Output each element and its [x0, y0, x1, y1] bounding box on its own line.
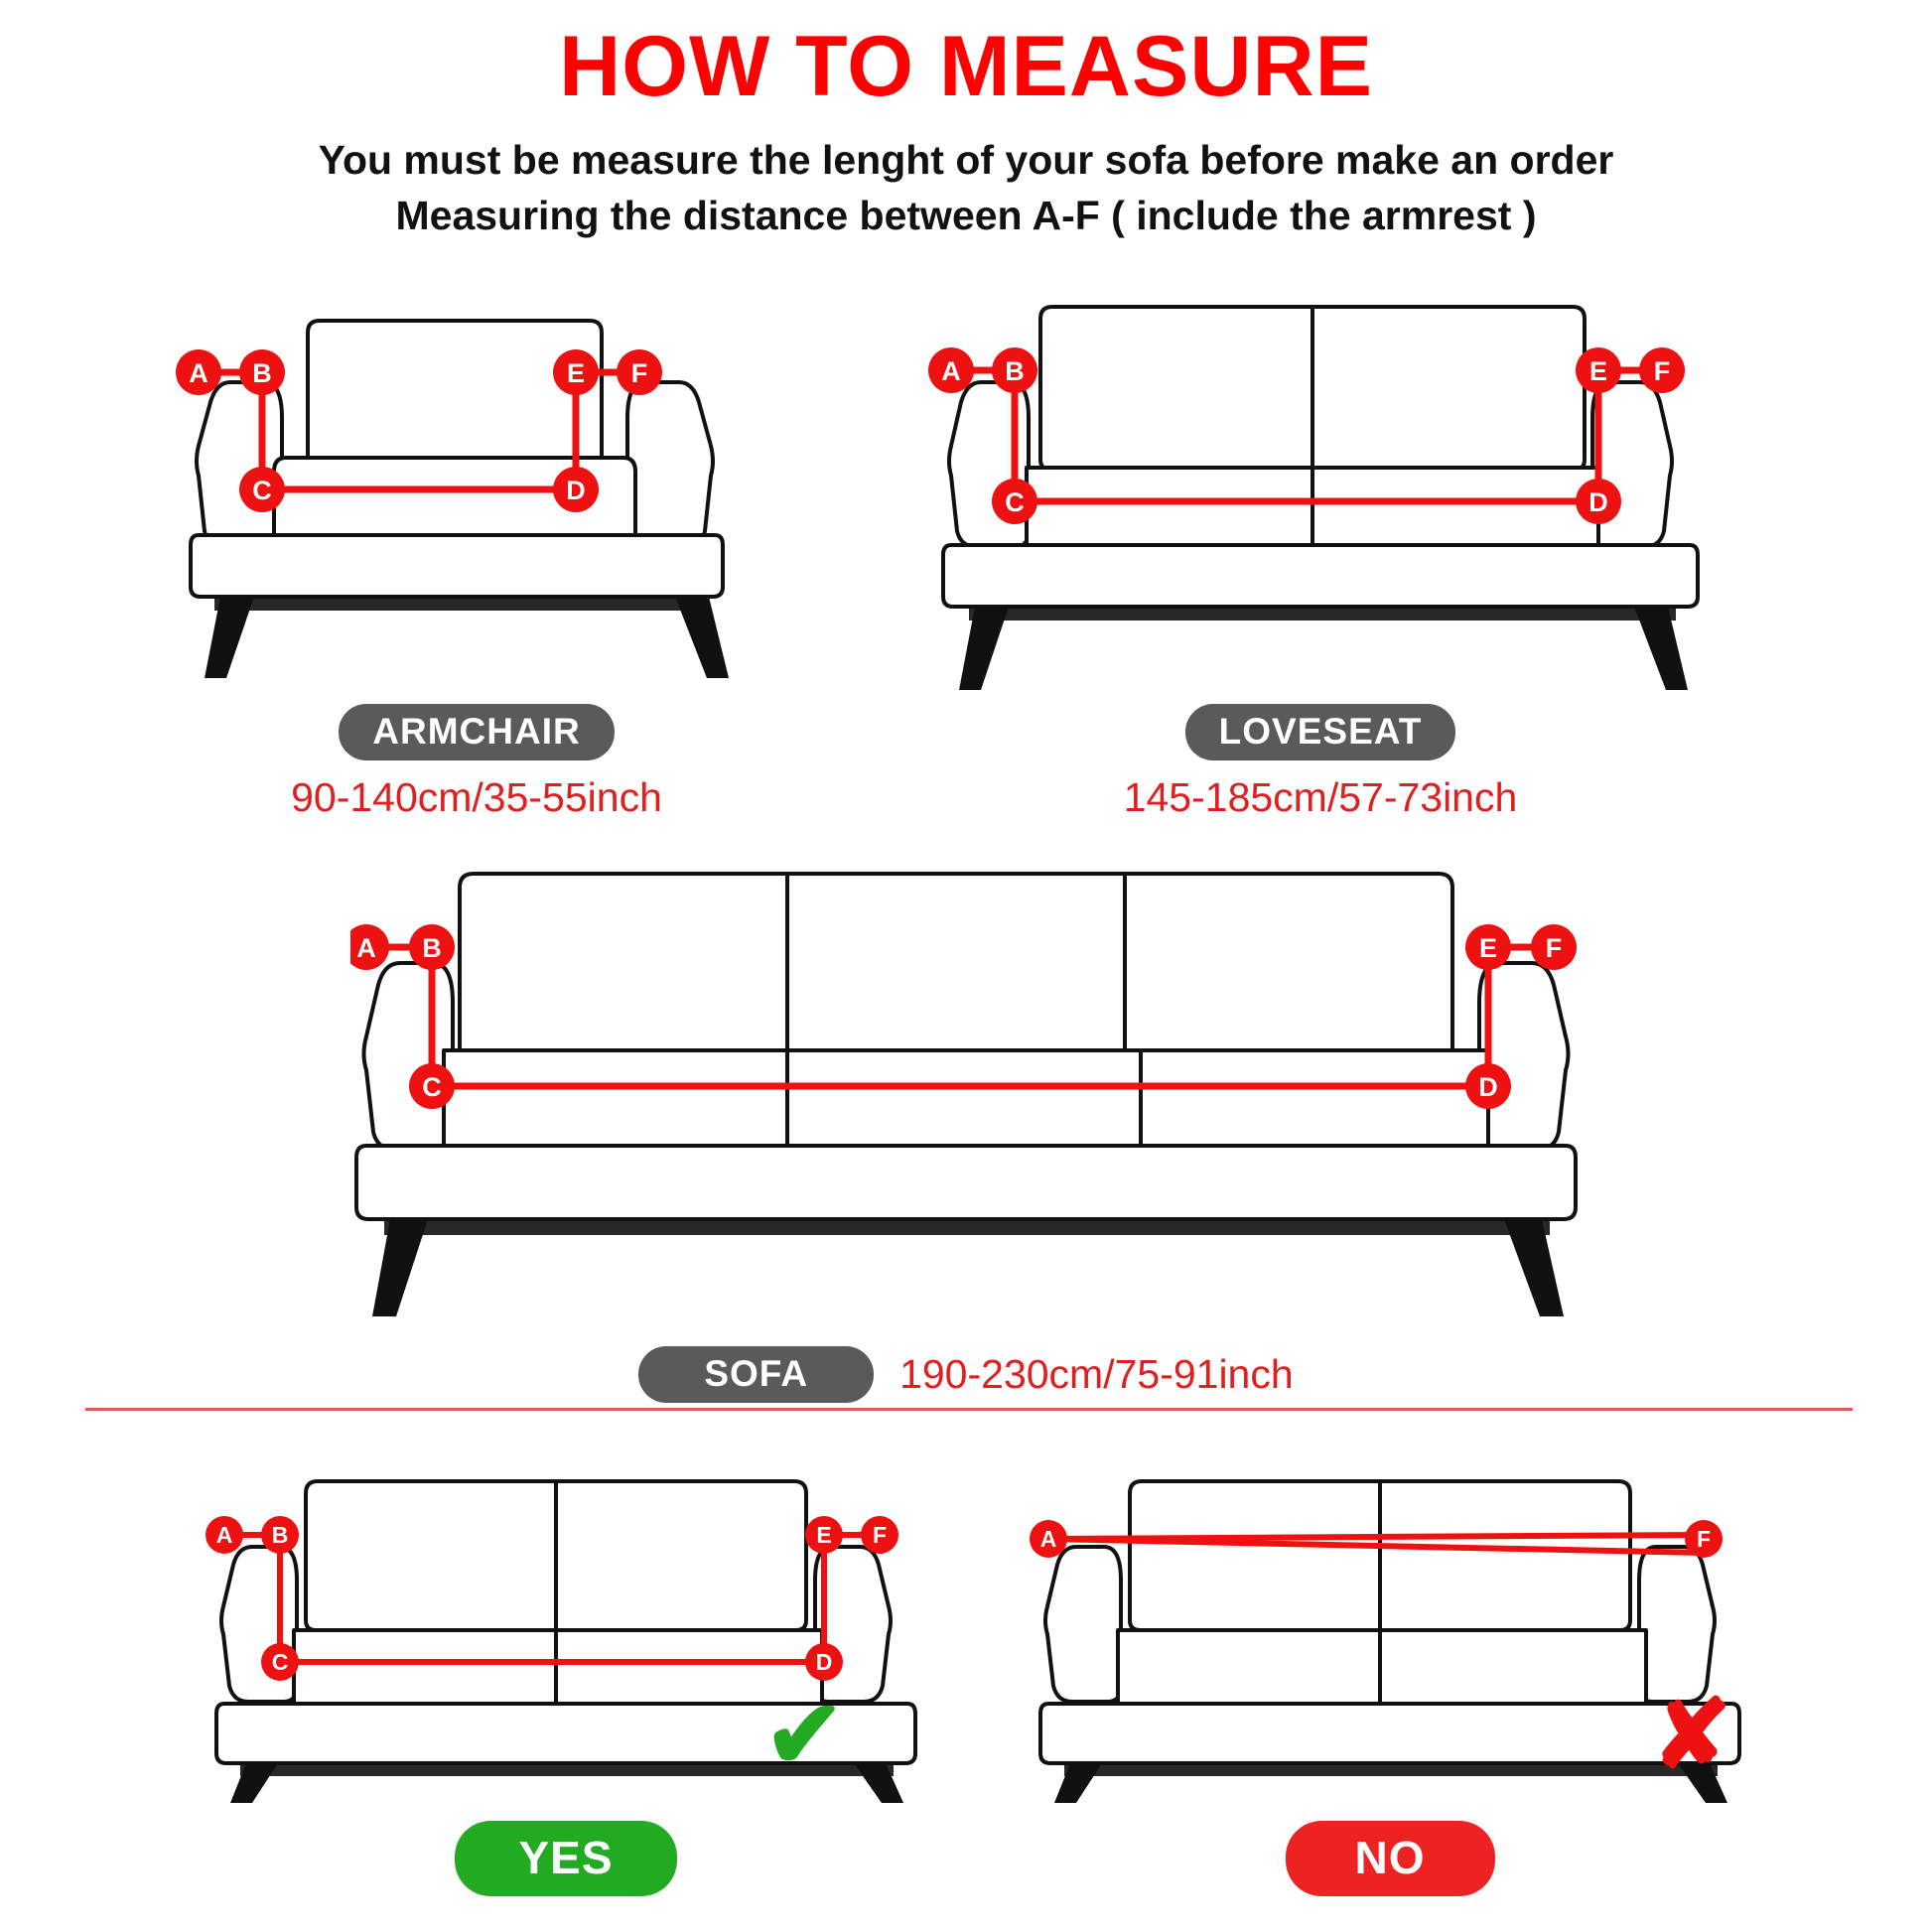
- label-no: NO: [1286, 1821, 1495, 1896]
- armchair-illustration: [159, 291, 794, 708]
- armchair-measure-overlay: [159, 291, 794, 708]
- measure-point-f: F: [1696, 1526, 1712, 1552]
- sofa-illustration: [350, 856, 1582, 1352]
- measure-point-d: D: [815, 1649, 833, 1675]
- diagram-sofa: [350, 856, 1582, 1403]
- measure-point-f: F: [872, 1522, 888, 1548]
- page-title: HOW TO MEASURE: [559, 19, 1373, 114]
- cross-icon: ✘: [1652, 1682, 1732, 1788]
- measure-point-d: D: [566, 475, 586, 505]
- label-loveseat: LOVESEAT: [1185, 704, 1456, 760]
- measure-point-b: B: [422, 933, 442, 963]
- measure-point-f: F: [1545, 933, 1563, 963]
- row-armchair-loveseat: [0, 291, 1932, 847]
- measure-point-c: C: [252, 475, 272, 505]
- measure-point-a: A: [356, 933, 376, 963]
- measure-point-a: A: [1039, 1526, 1057, 1552]
- measure-point-c: C: [422, 1072, 442, 1102]
- measure-point-b: B: [271, 1522, 289, 1548]
- diagram-loveseat: [923, 291, 1718, 821]
- section-divider: [85, 1408, 1853, 1411]
- label-armchair: ARMCHAIR: [339, 704, 614, 760]
- instruction-line-1: You must be measure the lenght of your sofa before make an order: [318, 137, 1614, 184]
- measure-point-e: E: [1478, 933, 1498, 963]
- measure-point-e: E: [1588, 355, 1608, 386]
- correct-illustration: [199, 1467, 933, 1805]
- measure-point-e: E: [816, 1522, 832, 1548]
- measure-point-a: A: [215, 1522, 233, 1548]
- measure-point-f: F: [630, 357, 648, 388]
- measure-point-a: A: [189, 357, 208, 388]
- measure-point-a: A: [941, 355, 961, 386]
- loveseat-measure-overlay: [923, 291, 1718, 708]
- label-yes: YES: [455, 1821, 676, 1896]
- incorrect-illustration: [1023, 1467, 1757, 1805]
- measure-point-f: F: [1653, 355, 1671, 386]
- example-incorrect: [1023, 1467, 1757, 1896]
- measure-point-b: B: [252, 357, 272, 388]
- measure-point-d: D: [1588, 486, 1608, 517]
- diagram-armchair: [159, 291, 794, 821]
- header: [0, 0, 1932, 243]
- dimension-sofa: 190-230cm/75-91inch: [899, 1351, 1294, 1397]
- dimension-loveseat: 145-185cm/57-73inch: [1123, 773, 1518, 820]
- loveseat-illustration: [923, 291, 1718, 708]
- instruction-line-2: Measuring the distance between A-F ( include the armrest ): [395, 192, 1537, 238]
- measure-point-b: B: [1005, 355, 1025, 386]
- measure-point-d: D: [1478, 1072, 1498, 1102]
- check-icon: ✔: [764, 1682, 845, 1788]
- instructions: [0, 133, 1932, 243]
- measure-point-c: C: [1005, 486, 1025, 517]
- sofa-measure-overlay: [350, 856, 1582, 1352]
- label-sofa: SOFA: [638, 1346, 874, 1403]
- dimension-armchair: 90-140cm/35-55inch: [291, 773, 662, 820]
- measure-point-c: C: [271, 1649, 289, 1675]
- measure-point-e: E: [566, 357, 586, 388]
- example-correct: [199, 1467, 933, 1896]
